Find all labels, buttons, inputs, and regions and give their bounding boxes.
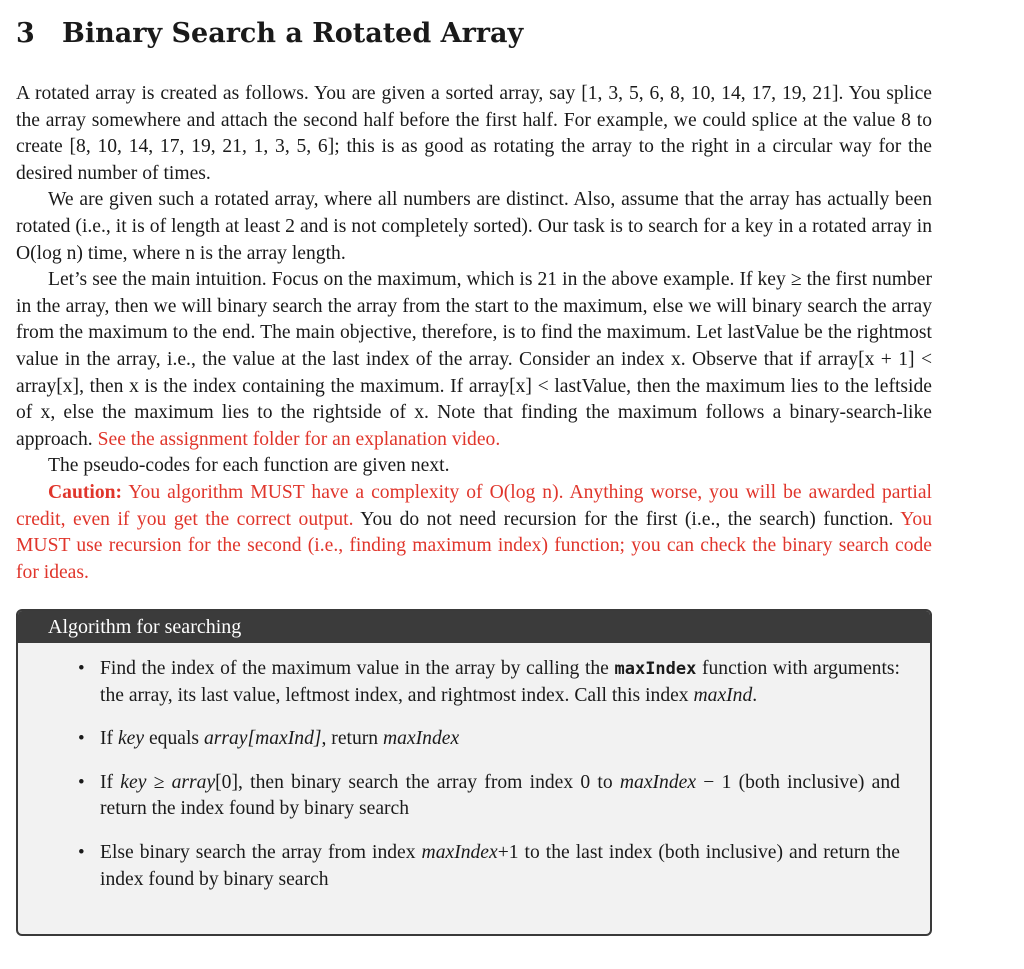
math-maxindex: maxIndex (421, 841, 498, 863)
step-text: , return (321, 728, 379, 750)
bullet-icon: • (78, 728, 85, 750)
algorithm-steps (18, 656, 930, 893)
section-title: Binary Search a Rotated Array (62, 18, 524, 49)
code-maxindex: maxIndex (614, 659, 697, 679)
caution-recursion-note: You do not need recursion for the first (i.e., the search) function. (360, 508, 894, 530)
paragraph-intro: A rotated array is created as follows. You are given a sorted array, say [1, 3, 5, 6, 8, 10, 14, 17, 19, 21]. You splice the array somewhere and attach the second half before the first half. For example, we could splice at the value 8 to create [8, 10, 14, 17, 19, 21, 1, 3, 5, 6]; this is as good as rotating the array to the right in a circular way for the desired number of times. (16, 83, 932, 184)
caution-label: Caution: (48, 481, 123, 503)
bullet-icon: • (78, 841, 85, 863)
paragraph-caution (16, 480, 932, 586)
step-text: function with arguments: the array, its last value, leftmost index, and rightmost index. Call this index (100, 658, 900, 706)
algorithm-step (18, 770, 930, 823)
algorithm-header: Algorithm for searching (18, 611, 930, 643)
intuition-text: Let’s see the main intuition. Focus on the maximum, which is 21 in the above example. If key ≥ the first number in the array, then we will binary search the array from the start to the maximum, else we will binary search the array from the maximum to the end. The main objective, therefore, is to find the maximum. Let lastValue be the rightmost value in the array, i.e., the value at the last index of the array. Consider an index x. Observe that if array[x + 1] < array[x], then x is the index containing the maximum. If array[x] < lastValue, then the maximum lies to the leftside of x, else the maximum lies to the rightside of x. Note that finding the maximum follows a binary-search-like approach. (16, 269, 932, 450)
paragraph-pseudocode-intro: The pseudo-codes for each function are given next. (48, 455, 450, 477)
document-page (16, 14, 932, 586)
step-text: . (752, 684, 758, 706)
video-note: See the assignment folder for an explanation video. (97, 428, 501, 450)
math-key: key (117, 728, 145, 750)
math-maxind: maxInd (693, 684, 753, 706)
step-text: If (100, 728, 114, 750)
section-number: 3 (16, 18, 35, 49)
algorithm-step (18, 726, 930, 753)
section-heading (16, 14, 932, 56)
section-body (16, 81, 932, 586)
step-text: [0], then binary search the array from index 0 to (215, 771, 613, 793)
bullet-icon: • (78, 771, 85, 793)
bullet-icon: • (78, 658, 85, 679)
paragraph-intuition (16, 267, 932, 453)
step-text: − 1 (both inclusive) and return the index found by binary search (100, 771, 900, 820)
math-key-ge-array: key ≥ array (120, 771, 216, 793)
math-maxindex: maxIndex (619, 771, 697, 793)
algorithm-step (18, 840, 930, 893)
step-text: Find the index of the maximum value in the array by calling the (100, 658, 609, 679)
algorithm-step (18, 656, 930, 709)
step-text: Else binary search the array from index (100, 841, 416, 863)
step-text: equals (148, 728, 200, 750)
algorithm-box (16, 609, 932, 936)
math-maxindex: maxIndex (383, 728, 460, 750)
caution-recursion-required: You MUST use recursion for the second (i.e., finding maximum index) function; you can check the binary search code for ideas. (16, 508, 933, 583)
step-text: +1 to the last index (both inclusive) and return the index found by binary search (100, 841, 900, 890)
caution-complexity: You algorithm MUST have a complexity of O(log n). Anything worse, you will be awarded partial credit, even if you get the correct output. (16, 481, 932, 530)
step-text: If (100, 771, 114, 793)
math-array-maxind: array[maxInd] (203, 728, 322, 750)
paragraph-task: We are given such a rotated array, where all numbers are distinct. Also, assume that the array has actually been rotated (i.e., it is of length at least 2 and is not completely sorted). Our task is to search for a key in a rotated array in O(log n) time, where n is the array length. (16, 189, 932, 264)
